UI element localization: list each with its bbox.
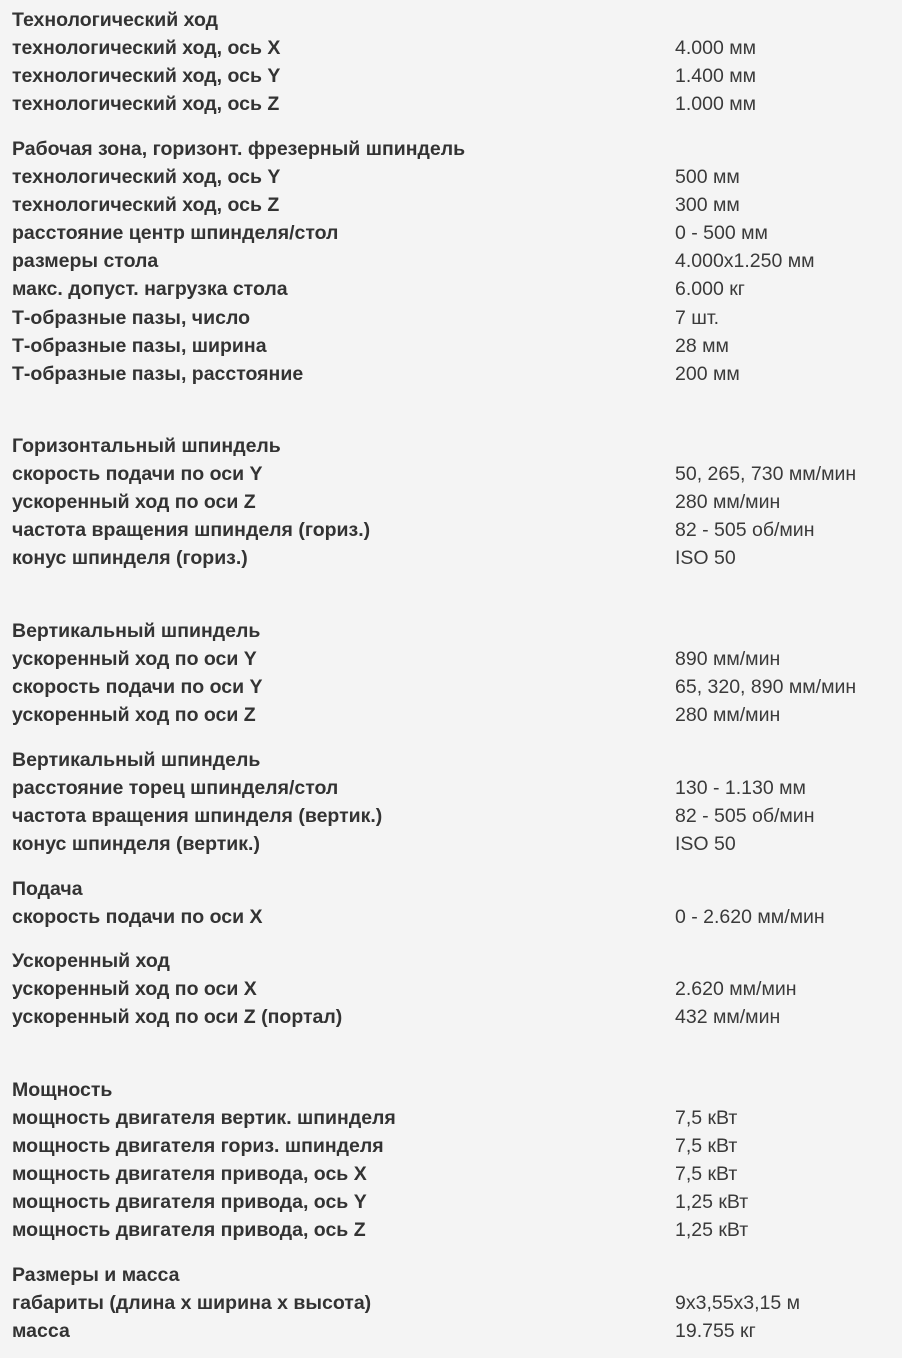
spec-label: Т-образные пазы, расстояние [12, 363, 304, 385]
section-title: Мощность [12, 1079, 113, 1101]
spec-label: расстояние торец шпинделя/стол [12, 777, 339, 799]
spec-label: Т-образные пазы, число [12, 307, 250, 329]
spec-label: ускоренный ход по оси Z (портал) [12, 1006, 343, 1028]
spec-label: мощность двигателя привода, ось Y [12, 1191, 367, 1213]
spec-value: 1,25 кВт [675, 1219, 749, 1241]
spec-label: скорость подачи по оси X [12, 906, 263, 928]
spec-label: Т-образные пазы, ширина [12, 335, 267, 357]
spec-label: технологический ход, ось Y [12, 65, 281, 87]
section-title: Вертикальный шпиндель [12, 749, 261, 771]
spec-value: 0 - 2.620 мм/мин [675, 906, 825, 928]
spec-value: 0 - 500 мм [675, 222, 768, 244]
spec-label: размеры стола [12, 250, 159, 272]
spec-value: 500 мм [675, 166, 740, 188]
spec-value: 280 мм/мин [675, 491, 781, 513]
spec-value: 28 мм [675, 335, 729, 357]
spec-label: габариты (длина x ширина x высота) [12, 1292, 372, 1314]
spec-label: конус шпинделя (гориз.) [12, 547, 248, 569]
spec-value: 9x3,55x3,15 м [675, 1292, 801, 1314]
section-title: Размеры и масса [12, 1264, 180, 1286]
spec-value: 6.000 кг [675, 278, 745, 300]
spec-label: мощность двигателя вертик. шпинделя [12, 1107, 396, 1129]
spec-label: технологический ход, ось X [12, 37, 281, 59]
spec-value: 65, 320, 890 мм/мин [675, 676, 857, 698]
spec-value: 50, 265, 730 мм/мин [675, 463, 857, 485]
spec-value: 890 мм/мин [675, 648, 781, 670]
spec-value: 1.000 мм [675, 93, 757, 115]
spec-label: частота вращения шпинделя (вертик.) [12, 805, 383, 827]
spec-value: 130 - 1.130 мм [675, 777, 806, 799]
spec-label: расстояние центр шпинделя/стол [12, 222, 339, 244]
section-title: Ускоренный ход [12, 950, 170, 972]
spec-value: 300 мм [675, 194, 740, 216]
spec-value: 280 мм/мин [675, 704, 781, 726]
section-title: Подача [12, 878, 83, 900]
section-title: Рабочая зона, горизонт. фрезерный шпиндель [12, 138, 466, 160]
spec-value: 4.000x1.250 мм [675, 250, 815, 272]
spec-value: 19.755 кг [675, 1320, 756, 1342]
spec-label: ускоренный ход по оси Y [12, 648, 257, 670]
spec-label: технологический ход, ось Z [12, 93, 280, 115]
spec-label: макс. допуст. нагрузка стола [12, 278, 288, 300]
spec-label: мощность двигателя гориз. шпинделя [12, 1135, 384, 1157]
spec-label: ускоренный ход по оси Z [12, 491, 256, 513]
spec-label: технологический ход, ось Z [12, 194, 280, 216]
spec-label: конус шпинделя (вертик.) [12, 833, 260, 855]
spec-value: 7,5 кВт [675, 1107, 738, 1129]
spec-value: 82 - 505 об/мин [675, 805, 815, 827]
spec-value: 7 шт. [675, 307, 720, 329]
spec-label: скорость подачи по оси Y [12, 463, 263, 485]
spec-value: 1.400 мм [675, 65, 757, 87]
spec-value: 7,5 кВт [675, 1135, 738, 1157]
spec-label: ускоренный ход по оси X [12, 978, 257, 1000]
spec-value: 432 мм/мин [675, 1006, 781, 1028]
spec-value: 200 мм [675, 363, 740, 385]
spec-value: ISO 50 [675, 547, 736, 569]
section-title: Вертикальный шпиндель [12, 620, 261, 642]
spec-label: частота вращения шпинделя (гориз.) [12, 519, 371, 541]
spec-value: 4.000 мм [675, 37, 757, 59]
section-title: Технологический ход [12, 9, 219, 31]
spec-value: 2.620 мм/мин [675, 978, 797, 1000]
spec-label: мощность двигателя привода, ось X [12, 1163, 367, 1185]
spec-label: масса [12, 1320, 70, 1342]
section-title: Горизонтальный шпиндель [12, 435, 281, 457]
spec-value: 82 - 505 об/мин [675, 519, 815, 541]
spec-label: ускоренный ход по оси Z [12, 704, 256, 726]
spec-label: скорость подачи по оси Y [12, 676, 263, 698]
spec-label: технологический ход, ось Y [12, 166, 281, 188]
spec-value: 1,25 кВт [675, 1191, 749, 1213]
spec-value: ISO 50 [675, 833, 736, 855]
spec-label: мощность двигателя привода, ось Z [12, 1219, 366, 1241]
spec-value: 7,5 кВт [675, 1163, 738, 1185]
